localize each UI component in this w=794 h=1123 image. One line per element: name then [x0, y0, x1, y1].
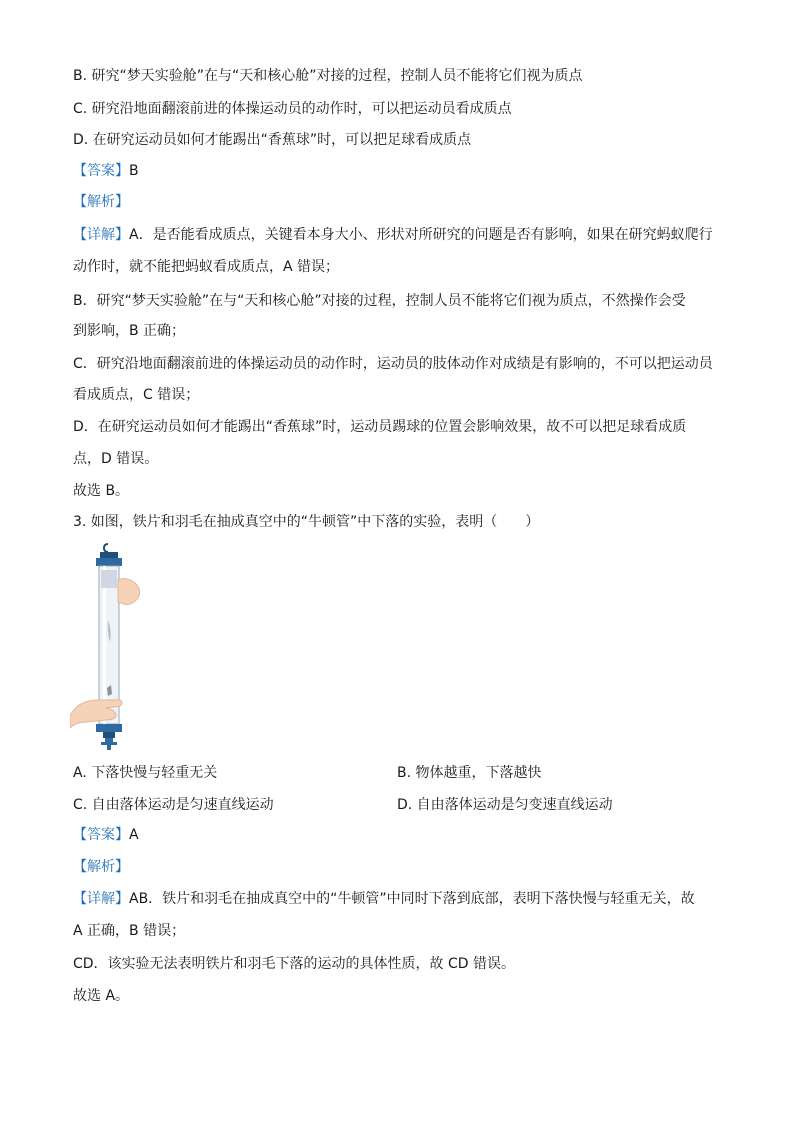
q3-option-d: D. 自由落体运动是匀变速直线运动	[397, 797, 613, 813]
detail-tag: 【详解】	[73, 227, 129, 243]
q2-option-d: D. 在研究运动员如何才能踢出“香蕉球”时，可以把足球看成质点	[73, 132, 472, 148]
q3-detail-3: CD．该实验无法表明铁片和羽毛下落的运动的具体性质，故 CD 错误。	[73, 956, 516, 972]
q2-answer	[73, 162, 139, 180]
q2-detail-d2: 点，D 错误。	[73, 451, 159, 467]
answer-value: B	[129, 163, 139, 179]
answer-value: A	[129, 827, 139, 843]
q2-option-b: B. 研究“梦天实验舱”在与“天和核心舱”对接的过程，控制人员不能将它们视为质点	[73, 68, 583, 84]
q3-option-b: B. 物体越重，下落越快	[397, 765, 542, 781]
detail-text: AB．铁片和羽毛在抽成真空中的“牛顿管”中同时下落到底部，表明下落快慢与轻重无关，故	[129, 891, 695, 907]
detail-tag: 【详解】	[73, 891, 129, 907]
q3-answer	[73, 826, 139, 844]
q2-detail-a1	[73, 226, 713, 244]
q3-detail-2: A 正确，B 错误；	[73, 923, 186, 939]
newton-tube-figure	[70, 538, 150, 750]
q2-detail-a2: 动作时，就不能把蚂蚁看成质点，A 错误；	[73, 259, 340, 275]
q2-analysis-tag: 【解析】	[73, 194, 129, 210]
q2-detail-c2: 看成质点，C 错误；	[73, 387, 200, 403]
q2-detail-d1: D．在研究运动员如何才能踢出“香蕉球”时，运动员踢球的位置会影响效果，故不可以把足球看成质	[73, 419, 687, 435]
q2-conclusion: 故选 B。	[73, 483, 130, 499]
answer-tag: 【答案】	[73, 827, 129, 843]
q3-stem: 3. 如图，铁片和羽毛在抽成真空中的“牛顿管”中下落的实验，表明（ ）	[73, 514, 540, 530]
q3-detail-1	[73, 890, 695, 908]
detail-text: A．是否能看成质点，关键看本身大小、形状对所研究的问题是否有影响，如果在研究蚂蚁爬行	[129, 227, 713, 243]
q2-detail-c1: C．研究沿地面翻滚前进的体操运动员的动作时，运动员的肢体动作对成绩是有影响的，不可以把运动员	[73, 356, 713, 372]
q2-option-c: C. 研究沿地面翻滚前进的体操运动员的动作时，可以把运动员看成质点	[73, 101, 512, 117]
q3-option-c: C. 自由落体运动是匀速直线运动	[73, 797, 274, 813]
q2-detail-b2: 到影响，B 正确；	[73, 323, 186, 339]
q3-option-a: A. 下落快慢与轻重无关	[73, 765, 218, 781]
q3-analysis-tag: 【解析】	[73, 859, 129, 875]
q3-conclusion: 故选 A。	[73, 988, 130, 1004]
answer-tag: 【答案】	[73, 163, 129, 179]
q2-detail-b1: B．研究“梦天实验舱”在与“天和核心舱”对接的过程，控制人员不能将它们视为质点，不然操作会受	[73, 293, 686, 309]
